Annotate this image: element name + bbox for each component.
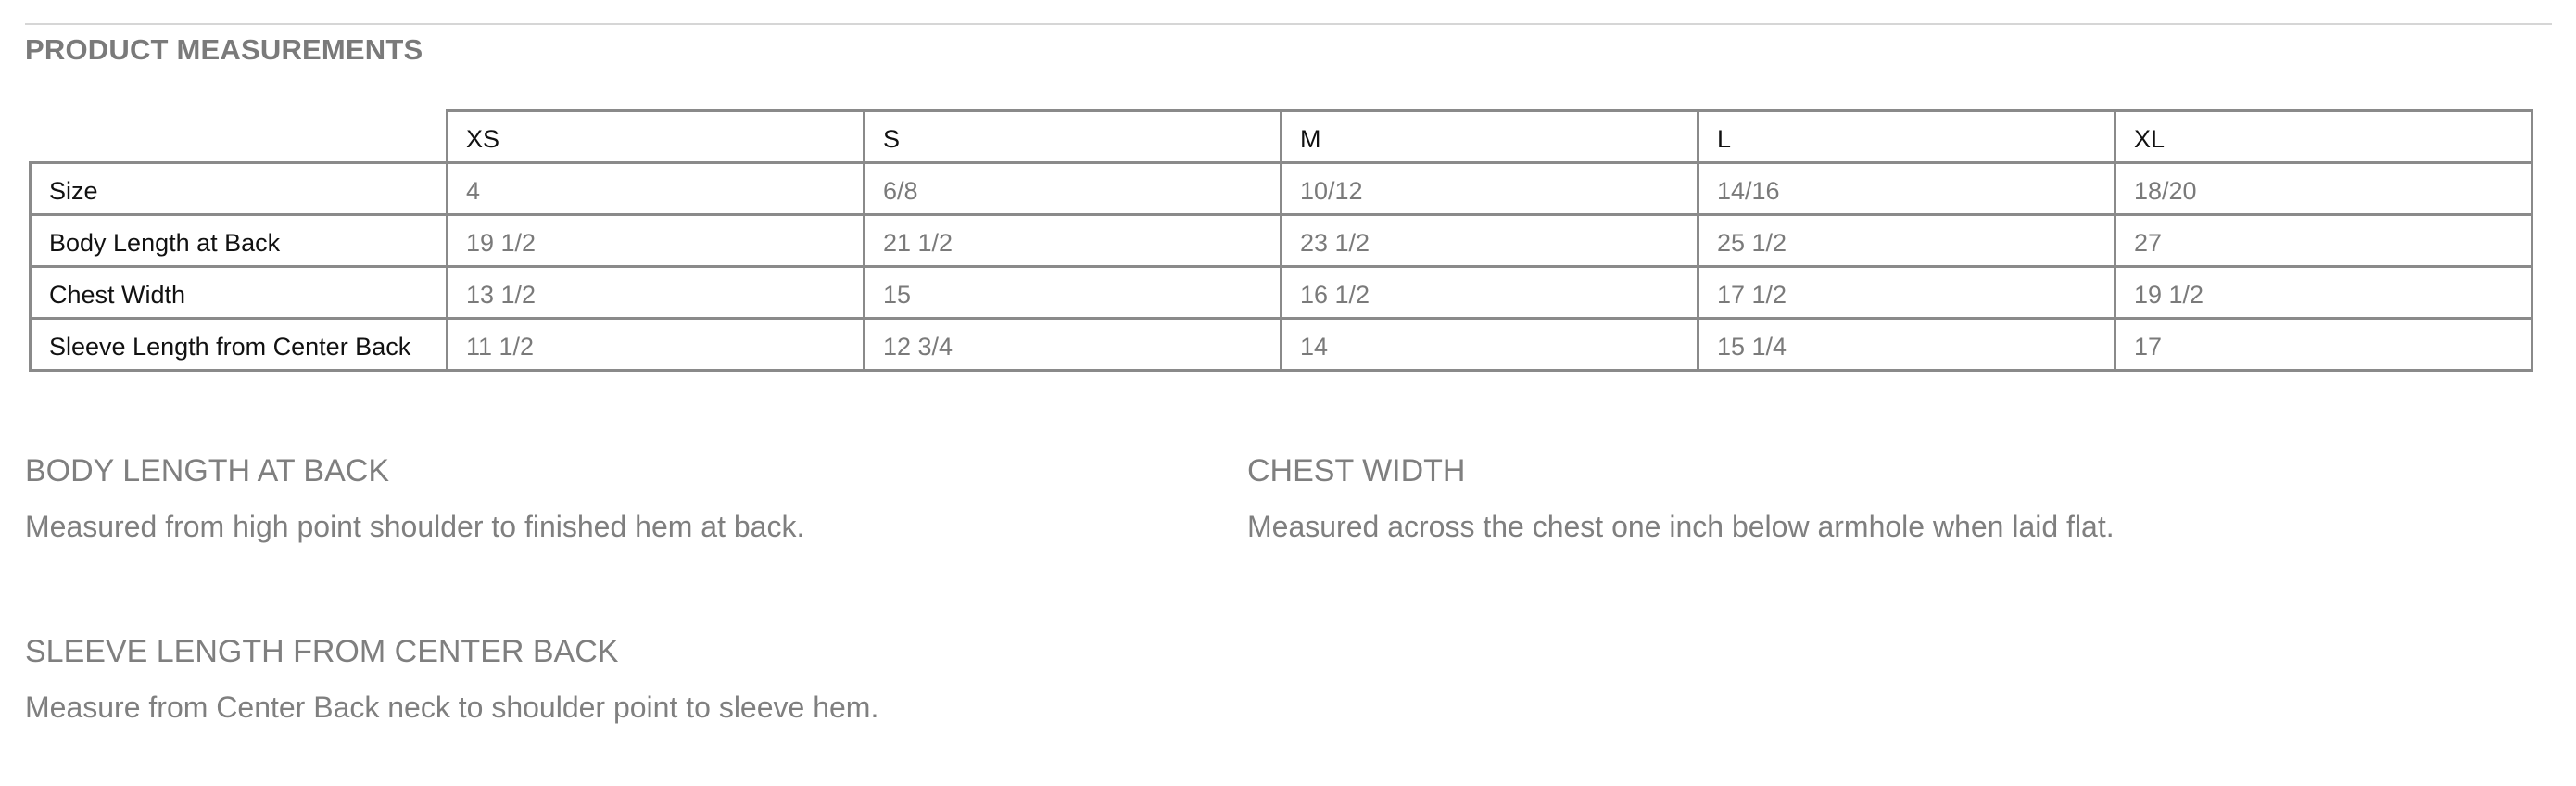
column-header-size: L: [1698, 111, 2115, 163]
table-cell: 17 1/2: [1698, 267, 2115, 319]
note-text: Measured from high point shoulder to finished hem at back.: [25, 510, 805, 543]
row-label: Body Length at Back: [31, 215, 448, 267]
note-chest-width: [1247, 452, 2359, 545]
note-sleeve-length: [25, 633, 1137, 726]
table-cell: 14: [1282, 319, 1698, 371]
note-body-length: [25, 452, 1137, 545]
row-label: Sleeve Length from Center Back: [31, 319, 448, 371]
table-cell: 6/8: [865, 163, 1282, 215]
table-row: [31, 215, 2532, 267]
section-title: PRODUCT MEASUREMENTS: [25, 33, 423, 66]
table-row: [31, 319, 2532, 371]
column-header-size: M: [1282, 111, 1698, 163]
table-cell: 12 3/4: [865, 319, 1282, 371]
table-cell: 11 1/2: [448, 319, 865, 371]
table-cell: 25 1/2: [1698, 215, 2115, 267]
table-cell: 16 1/2: [1282, 267, 1698, 319]
table-cell: 17: [2115, 319, 2532, 371]
table-cell: 19 1/2: [448, 215, 865, 267]
table-cell: 4: [448, 163, 865, 215]
table-row: [31, 163, 2532, 215]
row-label: Size: [31, 163, 448, 215]
measurements-table: [29, 109, 2533, 372]
table-cell: 19 1/2: [2115, 267, 2532, 319]
note-text: Measured across the chest one inch below armhole when laid flat.: [1247, 510, 2115, 543]
table-row: [31, 267, 2532, 319]
row-label: Chest Width: [31, 267, 448, 319]
table-cell: 21 1/2: [865, 215, 1282, 267]
column-header-size: S: [865, 111, 1282, 163]
column-header-size: XS: [448, 111, 865, 163]
note-text: Measure from Center Back neck to shoulder point to sleeve hem.: [25, 691, 879, 724]
column-header-size: XL: [2115, 111, 2532, 163]
note-heading: BODY LENGTH AT BACK: [25, 453, 390, 488]
table-cell: 27: [2115, 215, 2532, 267]
table-cell: 14/16: [1698, 163, 2115, 215]
table-cell: 15: [865, 267, 1282, 319]
table-cell: 10/12: [1282, 163, 1698, 215]
note-heading: SLEEVE LENGTH FROM CENTER BACK: [25, 634, 619, 669]
table-cell: 18/20: [2115, 163, 2532, 215]
note-heading: CHEST WIDTH: [1247, 453, 1466, 488]
top-divider: [25, 23, 2552, 25]
table-header-row: [31, 111, 2532, 163]
table-corner-cell: [31, 111, 448, 163]
table-cell: 13 1/2: [448, 267, 865, 319]
table-cell: 15 1/4: [1698, 319, 2115, 371]
table-cell: 23 1/2: [1282, 215, 1698, 267]
